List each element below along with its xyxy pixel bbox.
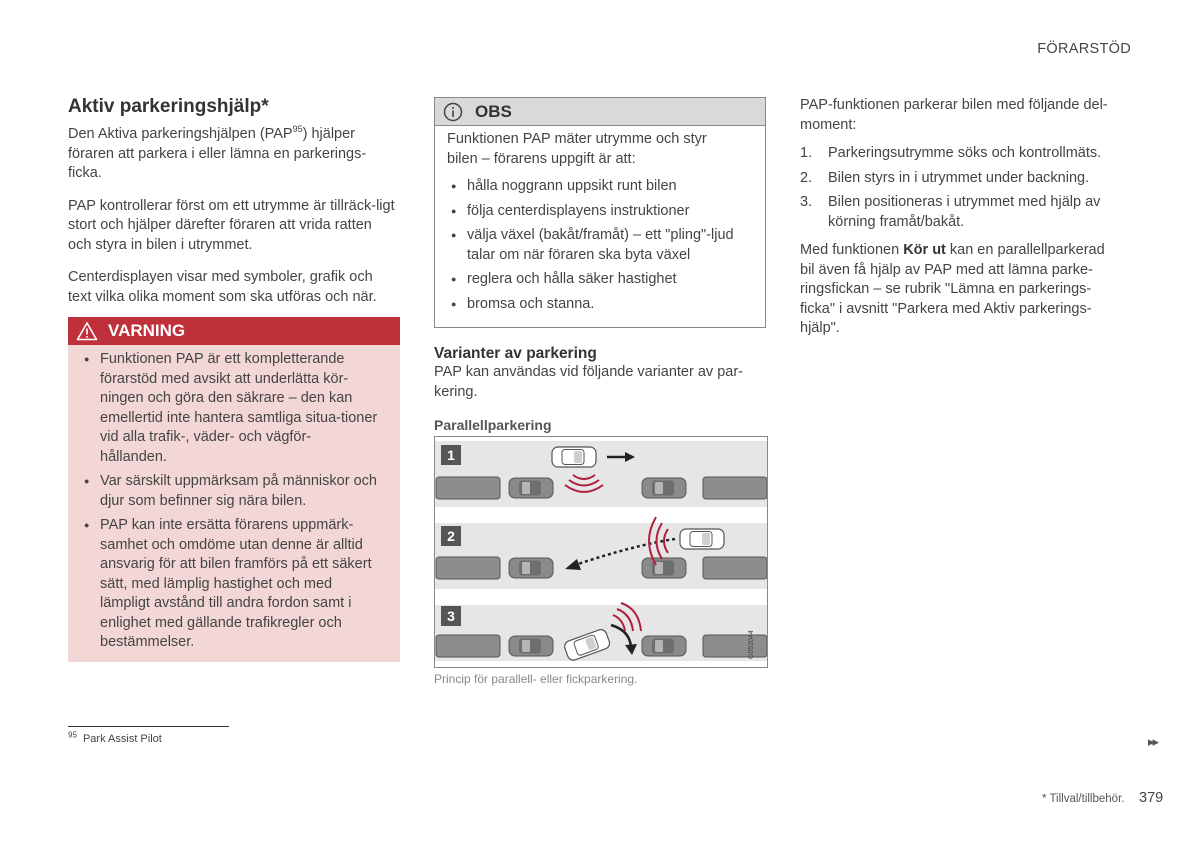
parked-car	[642, 636, 686, 656]
footnote-divider	[68, 726, 229, 727]
footnote-number: 95	[68, 730, 77, 740]
obs-item: ● följa centerdisplayens instruktioner	[439, 202, 735, 222]
parking-illustration	[435, 437, 767, 667]
moving-car	[552, 447, 596, 467]
obs-list	[435, 177, 735, 314]
parked-car	[509, 558, 553, 578]
obs-item: ● bromsa och stanna.	[439, 295, 735, 315]
moving-car	[680, 529, 724, 549]
variants-text: PAP kan användas vid följande varianter av par-kering.	[434, 364, 743, 400]
step-number: 2.	[800, 169, 813, 186]
step-number: 3.	[800, 194, 813, 210]
warning-box	[68, 317, 400, 662]
obs-item: ● välja växel (bakåt/framåt) – ett "pling"-ljud talar om när föraren ska byta växel	[439, 226, 735, 265]
obs-item: ● reglera och hålla säker hastighet	[439, 270, 735, 290]
obs-intro: Funktionen PAP mäter utrymme och styr bilen – förarens uppgift är att:	[447, 131, 707, 167]
paragraph-1: PAP kontrollerar först om ett utrymme är tillräck-ligt stort och hjälper därefter föraren att vrida ratten och styra in bilen i utrymmet.	[68, 197, 395, 253]
step-item	[800, 144, 1115, 164]
step-text: Parkeringsutrymme söks och kontrollmäts.	[828, 145, 1102, 161]
intro-text-b: ) hjälper föraren att parkera i eller lämna en parkerings-ficka.	[68, 126, 367, 181]
warning-title: VARNING	[108, 321, 186, 340]
warning-list	[68, 350, 378, 653]
obs-header	[435, 98, 765, 126]
variants-heading: Varianter av parkering	[434, 345, 597, 362]
next-page-icon[interactable]: ▸▸	[1148, 734, 1158, 749]
warning-triangle-icon	[76, 321, 98, 341]
warning-item: ● Var särskilt uppmärksam på människor och djur som befinner sig nära bilen.	[72, 472, 378, 511]
variants-section	[434, 345, 764, 433]
steps-list	[800, 144, 1115, 232]
step-text: Bilen positioneras i utrymmet med hjälp av körning framåt/bakåt.	[828, 194, 1101, 230]
parked-car	[509, 478, 553, 498]
warning-item: ● Funktionen PAP är ett kompletterande förarstöd med avsikt att underlätta kör-ningen och göra den säkrare – den kan emellertid inte hantera samtliga situa-tioner vid alla trafik-, väder- och vägför-hållanden.	[72, 350, 378, 467]
parked-car	[509, 636, 553, 656]
parking-figure	[434, 436, 768, 668]
parked-car	[642, 478, 686, 498]
step-number: 1.	[800, 145, 813, 161]
panel-label-1: 1	[447, 447, 455, 463]
optional-note: * Tillval/tillbehör.	[1042, 793, 1125, 805]
panel-label-3: 3	[447, 608, 455, 624]
figure-caption: Princip för parallell- eller fickparkering.	[434, 672, 638, 686]
footnote-ref[interactable]: 95	[292, 124, 303, 135]
kor-ut-function: Kör ut	[903, 242, 946, 258]
page-title: Aktiv parkeringshjälp*	[68, 96, 269, 117]
parked-car	[642, 558, 686, 578]
footnote-text: Park Assist Pilot	[82, 733, 162, 745]
warning-item: ● PAP kan inte ersätta förarens uppmärk-samhet och omdöme utan denne är alltid ansvarig för att bilen framförs på ett säkert sätt, med lämplig hastighet och med lämpligt avstånd till andra fordon samt i enlighet med gällande trafikregler och bestämmelser.	[72, 516, 378, 653]
figure-code: G052044	[748, 630, 755, 659]
obs-title: OBS	[475, 101, 512, 121]
right-intro: PAP-funktionen parkerar bilen med följande del-moment:	[800, 97, 1108, 133]
kor-ut-text-a: Med funktionen	[800, 242, 904, 258]
panel-label-2: 2	[447, 528, 455, 544]
intro-text-a: Den Aktiva parkeringshjälpen (PAP	[68, 126, 293, 142]
kor-ut-text-b: kan en parallellparkerad bil även få hjälp av PAP med att lämna parke-ringsfickan – se rubrik "Lämna en parkerings-ficka" i avsnitt "Parkera med Aktiv parkerings-hjälp".	[800, 242, 1105, 336]
page-number: 379	[1139, 790, 1164, 806]
paragraph-2: Centerdisplayen visar med symboler, grafik och text vilka olika moment som ska utföras och när.	[68, 269, 377, 305]
right-column	[800, 96, 1130, 339]
parallel-heading: Parallellparkering	[434, 417, 552, 433]
section-header: FÖRARSTÖD	[1037, 41, 1131, 57]
info-circle-icon	[443, 102, 463, 122]
step-item	[800, 193, 1115, 232]
intro-paragraph	[68, 125, 388, 184]
obs-item: ● hålla noggrann uppsikt runt bilen	[439, 177, 735, 197]
footnote	[68, 730, 162, 745]
step-text: Bilen styrs in i utrymmet under backning.	[828, 169, 1090, 186]
warning-header	[68, 317, 400, 345]
step-item	[800, 169, 1115, 189]
obs-box	[434, 97, 766, 328]
kor-ut-paragraph	[800, 241, 1122, 339]
left-column	[68, 96, 400, 307]
